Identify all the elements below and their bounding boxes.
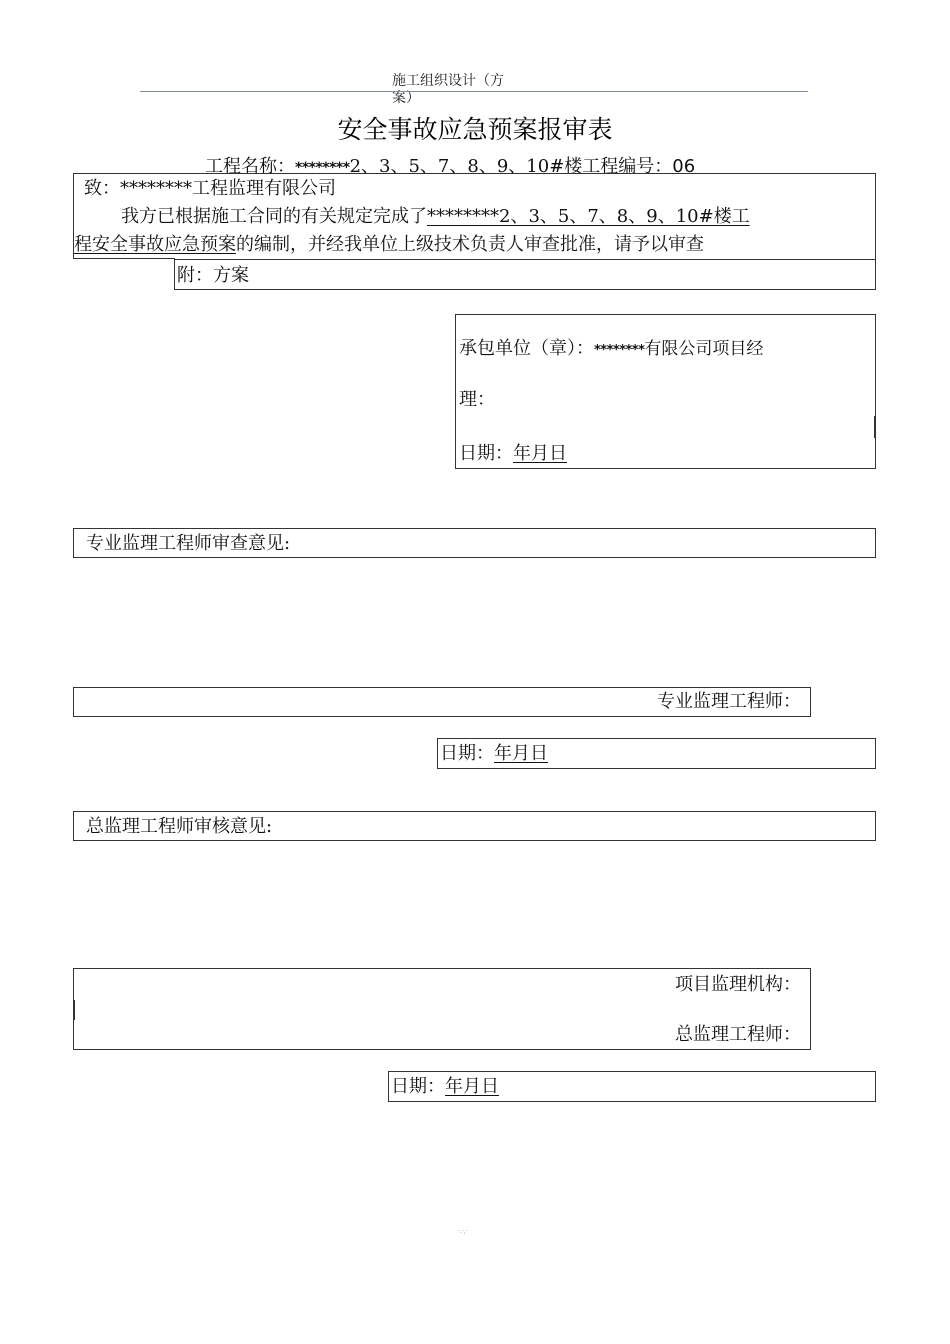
project-stars: ********	[295, 160, 350, 176]
footer-mark: ·.·,·	[458, 1228, 468, 1235]
contractor-manager-cont: 理：	[459, 389, 495, 410]
letter-box-bottom-left	[73, 258, 175, 259]
chief-review-label: 总监理工程师审核意见:	[86, 816, 273, 837]
chief-date-label: 日期：	[391, 1076, 445, 1097]
letter-body-line1-prefix: 我方已根据施工合同的有关规定完成了	[121, 206, 427, 227]
header-doc-type	[392, 73, 542, 107]
letter-body-line2-project: 程安全事故应急预案	[74, 234, 236, 255]
contractor-date-label: 日期：	[459, 443, 513, 464]
project-label: 工程名称：	[205, 156, 295, 177]
engineer-signer: 专业监理工程师：	[657, 691, 801, 712]
contractor-label: 承包单位（章）：	[459, 338, 594, 359]
contractor-name-suffix: 有限公司项目经	[644, 339, 764, 359]
contractor-line	[459, 336, 763, 364]
letter-body-line1-project: ********2、3、5、7、8、9、10#楼工	[427, 206, 750, 227]
chief-signer: 总监理工程师：	[675, 1024, 801, 1045]
contractor-date	[459, 441, 567, 467]
contractor-stars: ********	[594, 343, 645, 358]
contractor-date-value: 年月日	[513, 443, 567, 464]
chief-org: 项目监理机构：	[675, 974, 801, 995]
chief-signer-box-tick	[73, 1000, 75, 1020]
attachment-text: 附：方案	[177, 265, 249, 286]
letter-body-line2	[74, 232, 704, 258]
project-name: 2、3、5、7、8、9、10#楼工程	[349, 156, 619, 177]
letter-recipient: 致：********工程监理有限公司	[84, 178, 336, 199]
chief-date	[391, 1074, 499, 1100]
engineer-date-value: 年月日	[494, 743, 548, 764]
engineer-date-label: 日期：	[440, 743, 494, 764]
engineer-date	[440, 741, 548, 767]
header-doc-type-line1: 施工组织设计（方	[392, 73, 504, 89]
attachment-box	[174, 259, 876, 290]
letter-body-line1	[121, 204, 750, 230]
header-rule	[140, 91, 808, 92]
page-title: 安全事故应急预案报审表	[337, 115, 613, 144]
letter-body-line2-suffix: 的编制，并经我单位上级技术负责人审查批准，请予以审查	[236, 234, 704, 255]
project-code: 06	[672, 156, 696, 177]
header-doc-type-line2: 案）	[392, 90, 420, 106]
project-code-label: 编号：	[618, 156, 673, 177]
engineer-review-label: 专业监理工程师审查意见:	[86, 533, 291, 554]
contractor-box-tick	[874, 416, 876, 438]
chief-date-value: 年月日	[445, 1076, 499, 1097]
